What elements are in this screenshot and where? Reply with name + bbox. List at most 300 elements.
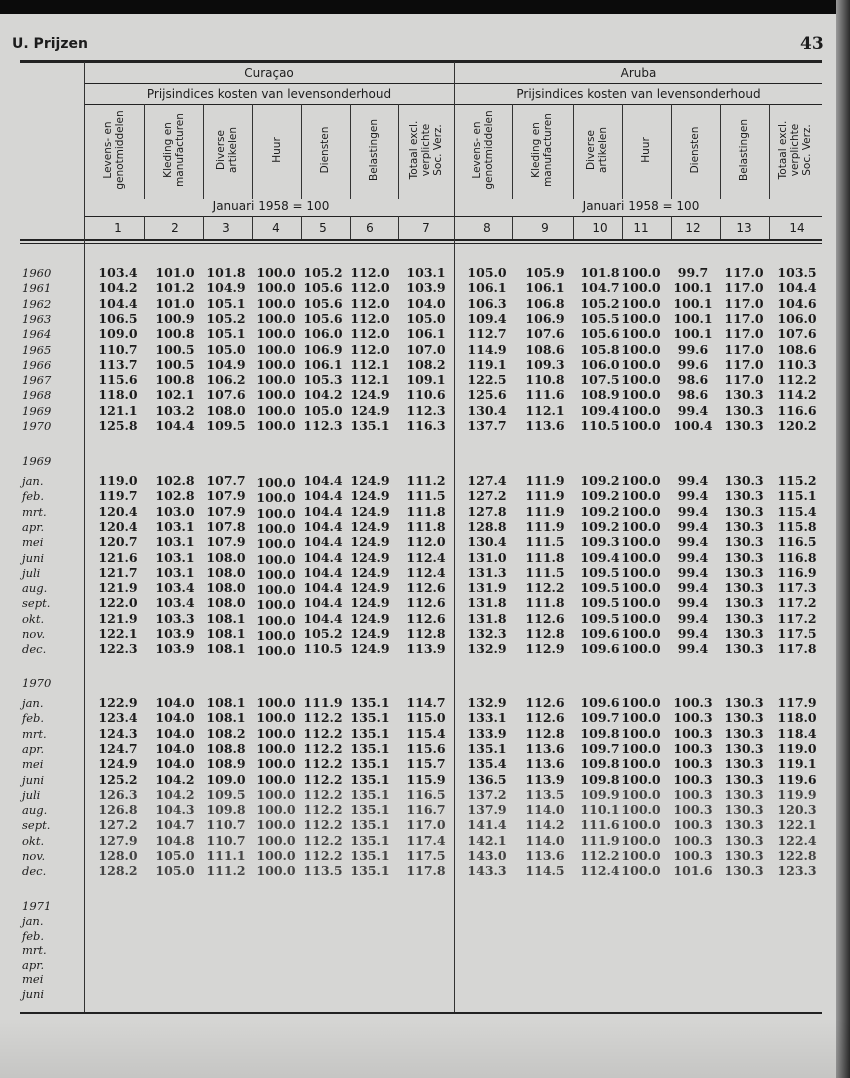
column-number: 9 <box>541 221 549 235</box>
table-cell: 135.1 <box>350 802 390 818</box>
table-cell: 109.6 <box>580 695 620 710</box>
table-cell: 130.3 <box>724 695 764 710</box>
table-cell: 100.3 <box>673 802 713 818</box>
table-cell: 104.9 <box>206 356 246 372</box>
table-cell: 128.2 <box>98 863 138 879</box>
column-number-rule <box>301 216 302 239</box>
table-cell: 117.0 <box>724 265 764 280</box>
table-cell: 127.9 <box>98 832 138 848</box>
table-cell: 112.2 <box>303 710 343 726</box>
column-number: 10 <box>592 221 608 235</box>
table-cell: 106.0 <box>303 326 343 342</box>
table-cell: 122.8 <box>777 848 817 863</box>
section-title: U. Prijzen <box>12 36 88 52</box>
table-cell: 135.1 <box>350 710 390 726</box>
table-cell: 117.9 <box>777 695 817 710</box>
table-cell: 115.8 <box>777 518 817 534</box>
table-cell: 130.4 <box>467 402 507 418</box>
table-cell: 116.9 <box>777 564 817 580</box>
column-number: 8 <box>483 221 491 235</box>
table-cell: 115.1 <box>777 488 817 504</box>
table-cell: 99.4 <box>677 580 709 596</box>
table-cell: 104.2 <box>155 771 195 787</box>
table-cell: 117.2 <box>777 610 817 626</box>
table-cell: 105.1 <box>206 295 246 311</box>
table-cell: 113.5 <box>525 786 565 802</box>
table-cell: 100.0 <box>621 341 661 357</box>
table-cell: 130.3 <box>724 786 764 802</box>
row-label: 1966 <box>22 357 52 372</box>
table-cell: 103.3 <box>155 610 195 626</box>
row-label: 1967 <box>22 373 52 388</box>
row-label: jan. <box>22 474 44 488</box>
column-number-rule <box>144 216 145 239</box>
table-cell: 110.5 <box>580 418 620 433</box>
table-cell: 102.8 <box>155 473 195 488</box>
table-cell: 100.0 <box>621 863 661 879</box>
table-cell: 130.3 <box>724 549 764 565</box>
region-rule <box>84 83 822 84</box>
column-number: 5 <box>319 221 327 235</box>
table-cell: 130.3 <box>724 418 764 433</box>
table-cell: 107.6 <box>206 387 246 403</box>
row-label: juni <box>22 550 45 565</box>
table-cell: 99.4 <box>677 610 709 626</box>
table-cell: 106.2 <box>206 372 246 388</box>
table-cell: 100.0 <box>621 387 661 403</box>
table-cell: 100.1 <box>673 295 713 311</box>
table-cell: 112.6 <box>525 610 565 626</box>
table-cell: 100.0 <box>621 488 661 504</box>
table-cell: 122.4 <box>777 832 817 848</box>
table-cell: 103.1 <box>155 564 195 580</box>
table-cell: 130.3 <box>724 832 764 848</box>
table-cell: 110.6 <box>406 387 446 403</box>
table-cell: 104.4 <box>777 280 817 296</box>
table-cell: 104.4 <box>98 295 138 311</box>
table-cell: 122.9 <box>98 695 138 710</box>
table-cell: 130.3 <box>724 848 764 863</box>
table-cell: 100.0 <box>621 710 661 726</box>
table-cell: 109.2 <box>580 503 620 519</box>
table-cell: 100.3 <box>673 710 713 726</box>
table-cell: 109.8 <box>580 756 620 772</box>
table-bottom-rule <box>20 1012 822 1014</box>
table-cell: 112.0 <box>350 341 390 357</box>
table-cell: 137.9 <box>467 802 507 818</box>
table-cell: 137.2 <box>467 786 507 802</box>
table-cell: 108.2 <box>406 356 446 372</box>
row-label: sept. <box>22 818 51 833</box>
table-cell: 112.4 <box>406 549 446 565</box>
table-cell: 100.0 <box>621 626 661 641</box>
table-cell: 130.3 <box>724 503 764 519</box>
table-cell: 117.8 <box>777 641 817 657</box>
row-label: 1965 <box>22 342 52 357</box>
table-cell: 104.6 <box>777 295 817 311</box>
table-cell: 100.0 <box>256 280 296 296</box>
table-cell: 100.0 <box>256 771 296 787</box>
table-cell: 103.9 <box>155 641 195 657</box>
column-number: 14 <box>789 221 805 235</box>
table-cell: 117.0 <box>724 356 764 372</box>
table-cell: 105.3 <box>303 372 343 388</box>
table-cell: 124.9 <box>350 610 390 626</box>
table-cell: 104.0 <box>155 695 195 710</box>
table-cell: 109.5 <box>580 580 620 596</box>
table-cell: 112.1 <box>350 372 390 388</box>
table-cell: 104.7 <box>580 280 620 296</box>
table-cell: 122.1 <box>98 626 138 641</box>
table-cell: 111.5 <box>406 488 446 504</box>
table-cell: 100.0 <box>256 551 296 567</box>
table-cell: 100.0 <box>621 310 661 326</box>
table-cell: 99.6 <box>677 341 709 357</box>
table-cell: 100.0 <box>621 580 661 596</box>
table-cell: 100.0 <box>256 372 296 388</box>
table-cell: 117.8 <box>406 863 446 879</box>
table-cell: 104.8 <box>155 832 195 848</box>
table-cell: 100.0 <box>256 628 296 643</box>
table-cell: 104.7 <box>155 817 195 833</box>
table-cell: 115.6 <box>406 740 446 756</box>
table-cell: 105.6 <box>580 326 620 342</box>
block-heading: 1970 <box>22 676 52 690</box>
column-rule <box>573 104 574 199</box>
table-cell: 105.0 <box>303 402 343 418</box>
table-cell: 125.2 <box>98 771 138 787</box>
table-cell: 113.6 <box>525 418 565 433</box>
top-rule <box>20 60 822 63</box>
table-cell: 112.8 <box>406 626 446 641</box>
table-cell: 103.4 <box>155 595 195 611</box>
table-cell: 100.0 <box>256 725 296 741</box>
table-cell: 115.7 <box>406 756 446 772</box>
table-cell: 108.1 <box>206 610 246 626</box>
table-cell: 100.0 <box>256 536 296 552</box>
column-number: 7 <box>422 221 430 235</box>
column-number-rule <box>671 216 672 239</box>
table-cell: 116.7 <box>406 802 446 818</box>
column-header: Belastingen <box>738 119 750 181</box>
table-cell: 100.0 <box>621 418 661 433</box>
table-cell: 112.6 <box>406 610 446 626</box>
table-cell: 105.2 <box>206 310 246 326</box>
table-cell: 108.9 <box>206 756 246 772</box>
table-cell: 100.0 <box>621 725 661 741</box>
table-cell: 130.3 <box>724 863 764 879</box>
table-cell: 113.9 <box>406 641 446 657</box>
table-cell: 100.0 <box>256 310 296 326</box>
table-cell: 141.4 <box>467 817 507 833</box>
table-cell: 100.0 <box>621 518 661 534</box>
table-cell: 105.2 <box>303 265 343 280</box>
table-cell: 111.9 <box>525 503 565 519</box>
table-cell: 100.0 <box>621 610 661 626</box>
table-cell: 100.0 <box>256 387 296 403</box>
table-cell: 112.6 <box>525 695 565 710</box>
table-cell: 135.1 <box>350 817 390 833</box>
table-cell: 122.5 <box>467 372 507 388</box>
table-cell: 112.2 <box>303 740 343 756</box>
table-cell: 103.1 <box>155 518 195 534</box>
table-cell: 109.1 <box>406 372 446 388</box>
table-cell: 135.1 <box>350 418 390 433</box>
table-cell: 112.2 <box>303 848 343 863</box>
table-cell: 102.8 <box>155 488 195 504</box>
table-cell: 99.4 <box>677 503 709 519</box>
table-cell: 130.3 <box>724 771 764 787</box>
table-cell: 116.3 <box>406 418 446 433</box>
table-cell: 112.8 <box>525 626 565 641</box>
row-label: apr. <box>22 519 45 534</box>
table-cell: 124.9 <box>350 641 390 657</box>
table-cell: 100.0 <box>256 566 296 582</box>
table-cell: 99.4 <box>677 564 709 580</box>
row-label: mei <box>22 972 44 986</box>
base-aruba: Januari 1958 = 100 <box>582 199 700 213</box>
table-cell: 130.3 <box>724 580 764 596</box>
table-cell: 100.0 <box>621 771 661 787</box>
table-cell: 124.9 <box>350 473 390 488</box>
table-cell: 123.4 <box>98 710 138 726</box>
table-cell: 130.3 <box>724 387 764 403</box>
table-cell: 112.2 <box>580 848 620 863</box>
row-label: nov. <box>22 627 46 641</box>
table-cell: 116.8 <box>777 549 817 565</box>
table-cell: 118.0 <box>777 710 817 726</box>
table-cell: 100.3 <box>673 786 713 802</box>
table-cell: 130.3 <box>724 817 764 833</box>
table-cell: 101.0 <box>155 265 195 280</box>
table-cell: 124.9 <box>350 626 390 641</box>
table-cell: 135.1 <box>350 771 390 787</box>
table-cell: 117.3 <box>777 580 817 596</box>
table-cell: 100.0 <box>256 475 296 490</box>
table-cell: 105.0 <box>206 341 246 357</box>
column-rule <box>671 104 672 199</box>
table-cell: 106.1 <box>303 356 343 372</box>
row-label: feb. <box>22 489 45 504</box>
table-cell: 100.0 <box>256 817 296 833</box>
table-cell: 100.0 <box>621 786 661 802</box>
table-cell: 100.0 <box>256 326 296 342</box>
table-cell: 107.9 <box>206 503 246 519</box>
table-cell: 112.2 <box>303 725 343 741</box>
table-cell: 130.3 <box>724 740 764 756</box>
header-bottom-rule <box>20 239 822 241</box>
table-cell: 124.3 <box>98 725 138 741</box>
table-cell: 124.9 <box>350 387 390 403</box>
table-cell: 112.3 <box>303 418 343 433</box>
table-cell: 100.0 <box>621 473 661 488</box>
table-cell: 100.0 <box>256 643 296 659</box>
column-header: Kleding en manufacturen <box>162 113 186 187</box>
row-label: feb. <box>22 928 45 943</box>
column-number: 3 <box>222 221 230 235</box>
table-cell: 119.6 <box>777 771 817 787</box>
table-cell: 99.4 <box>677 641 709 657</box>
column-header: Totaal excl. verplichte Soc. Verz. <box>777 120 813 180</box>
table-cell: 108.6 <box>525 341 565 357</box>
table-cell: 117.0 <box>724 310 764 326</box>
table-cell: 105.0 <box>155 848 195 863</box>
row-label: 1960 <box>22 266 52 280</box>
table-cell: 100.0 <box>621 265 661 280</box>
table-cell: 112.4 <box>580 863 620 879</box>
table-cell: 104.4 <box>303 564 343 580</box>
table-cell: 105.2 <box>580 295 620 311</box>
table-cell: 130.4 <box>467 534 507 550</box>
table-cell: 135.1 <box>350 863 390 879</box>
table-cell: 100.3 <box>673 771 713 787</box>
table-cell: 104.0 <box>155 725 195 741</box>
row-label: juli <box>22 565 41 580</box>
table-cell: 122.1 <box>777 817 817 833</box>
table-cell: 125.6 <box>467 387 507 403</box>
table-cell: 106.0 <box>580 356 620 372</box>
table-cell: 115.9 <box>406 771 446 787</box>
table-cell: 116.5 <box>777 534 817 550</box>
table-cell: 100.0 <box>621 832 661 848</box>
column-number-rule <box>720 216 721 239</box>
row-label: juli <box>22 787 41 802</box>
table-cell: 123.3 <box>777 863 817 879</box>
table-cell: 130.3 <box>724 534 764 550</box>
table-cell: 104.4 <box>303 534 343 550</box>
table-cell: 120.3 <box>777 802 817 818</box>
table-cell: 104.2 <box>303 387 343 403</box>
table-cell: 119.1 <box>777 756 817 772</box>
table-cell: 124.7 <box>98 740 138 756</box>
table-cell: 109.5 <box>580 564 620 580</box>
table-cell: 103.4 <box>98 265 138 280</box>
column-rule <box>144 104 145 199</box>
table-cell: 105.0 <box>467 265 507 280</box>
table-cell: 117.5 <box>777 626 817 641</box>
table-cell: 135.1 <box>350 832 390 848</box>
table-cell: 104.3 <box>155 802 195 818</box>
table-cell: 135.1 <box>350 848 390 863</box>
column-header: Levens- en genotmiddelen <box>471 110 495 190</box>
table-cell: 131.9 <box>467 580 507 596</box>
column-header: Diverse artikelen <box>585 127 609 173</box>
table-cell: 110.7 <box>206 817 246 833</box>
table-cell: 100.0 <box>256 402 296 418</box>
table-cell: 100.0 <box>621 280 661 296</box>
table-cell: 124.9 <box>350 534 390 550</box>
table-cell: 130.3 <box>724 710 764 726</box>
table-cell: 130.3 <box>724 488 764 504</box>
table-cell: 100.1 <box>673 310 713 326</box>
table-cell: 112.2 <box>303 771 343 787</box>
column-number: 13 <box>736 221 752 235</box>
column-number-rule <box>203 216 204 239</box>
table-cell: 114.5 <box>525 863 565 879</box>
table-cell: 112.1 <box>525 402 565 418</box>
table-cell: 99.4 <box>677 549 709 565</box>
table-cell: 100.3 <box>673 695 713 710</box>
table-cell: 100.0 <box>256 295 296 311</box>
table-cell: 112.0 <box>350 310 390 326</box>
table-cell: 112.0 <box>350 280 390 296</box>
table-cell: 110.5 <box>303 641 343 657</box>
table-cell: 130.3 <box>724 626 764 641</box>
table-cell: 105.0 <box>155 863 195 879</box>
table-cell: 103.9 <box>406 280 446 296</box>
table-cell: 104.0 <box>155 756 195 772</box>
column-rule <box>350 104 351 199</box>
table-cell: 126.3 <box>98 786 138 802</box>
table-cell: 120.7 <box>98 534 138 550</box>
table-cell: 130.3 <box>724 725 764 741</box>
table-cell: 106.1 <box>525 280 565 296</box>
table-cell: 100.0 <box>621 695 661 710</box>
table-cell: 116.6 <box>777 402 817 418</box>
table-cell: 107.7 <box>206 473 246 488</box>
table-cell: 110.3 <box>777 356 817 372</box>
table-cell: 100.0 <box>621 564 661 580</box>
table-cell: 104.4 <box>303 610 343 626</box>
table-cell: 101.8 <box>206 265 246 280</box>
table-cell: 106.9 <box>525 310 565 326</box>
table-cell: 113.6 <box>525 756 565 772</box>
table-cell: 117.0 <box>724 280 764 296</box>
table-cell: 109.8 <box>580 771 620 787</box>
table-cell: 130.3 <box>724 564 764 580</box>
scan-right-edge <box>836 0 850 1078</box>
table-cell: 117.0 <box>724 295 764 311</box>
column-number-rule <box>769 216 770 239</box>
table-cell: 103.1 <box>155 534 195 550</box>
column-rule <box>769 104 770 199</box>
scan-top-edge <box>0 0 850 14</box>
table-cell: 112.0 <box>350 295 390 311</box>
table-cell: 100.0 <box>256 505 296 521</box>
column-number-rule <box>573 216 574 239</box>
table-cell: 111.2 <box>406 473 446 488</box>
table-cell: 135.4 <box>467 756 507 772</box>
table-cell: 106.5 <box>98 310 138 326</box>
table-cell: 103.1 <box>155 549 195 565</box>
block-heading: 1971 <box>22 899 52 913</box>
table-cell: 142.1 <box>467 832 507 848</box>
table-cell: 100.3 <box>673 725 713 741</box>
row-label: mei <box>22 535 44 550</box>
table-cell: 130.3 <box>724 641 764 657</box>
column-header: Huur <box>640 137 652 163</box>
table-cell: 104.2 <box>98 280 138 296</box>
table-cell: 120.4 <box>98 518 138 534</box>
column-rule <box>512 104 513 199</box>
table-cell: 100.0 <box>256 832 296 848</box>
column-number-rule <box>252 216 253 239</box>
row-label: 1964 <box>22 327 52 342</box>
table-cell: 104.4 <box>303 488 343 504</box>
table-cell: 100.0 <box>256 848 296 863</box>
table-cell: 124.9 <box>350 503 390 519</box>
table-cell: 132.9 <box>467 695 507 710</box>
table-cell: 109.5 <box>206 786 246 802</box>
table-cell: 108.1 <box>206 695 246 710</box>
table-cell: 130.3 <box>724 473 764 488</box>
row-label: 1962 <box>22 296 52 311</box>
table-cell: 100.1 <box>673 280 713 296</box>
table-cell: 137.7 <box>467 418 507 433</box>
table-cell: 109.6 <box>580 641 620 657</box>
table-cell: 112.2 <box>303 802 343 818</box>
table-cell: 115.4 <box>777 503 817 519</box>
